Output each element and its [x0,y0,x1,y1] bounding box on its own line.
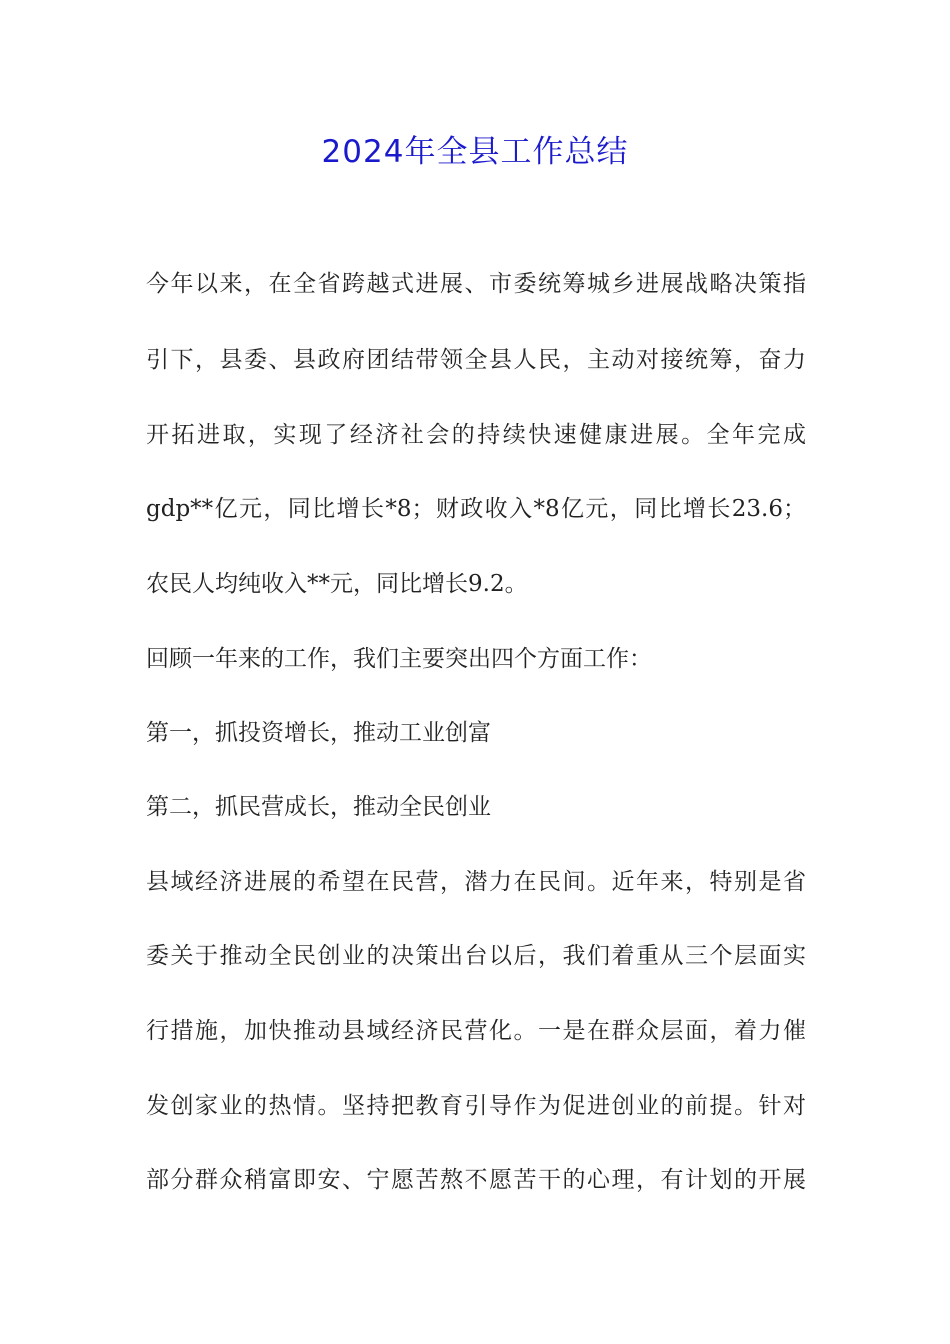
paragraph-line: 回顾一年来的工作，我们主要突出四个方面工作： [146,646,652,672]
paragraph-line: 发创家业的热情。坚持把教育引导作为促进创业的前提。针对 [146,1093,806,1119]
paragraph-line: 今年以来，在全省跨越式进展、市委统筹城乡进展战略决策指 [146,271,806,297]
paragraph-line: 县域经济进展的希望在民营，潜力在民间。近年来，特别是省 [146,869,806,895]
paragraph-line: 行措施，加快推动县域经济民营化。一是在群众层面，着力催 [146,1018,806,1044]
paragraph-line: 农民人均纯收入**元，同比增长9.2。 [146,571,528,597]
section-heading: 第一，抓投资增长，推动工业创富 [146,720,491,746]
paragraph-line: gdp**亿元，同比增长*8；财政收入*8亿元，同比增长23.6； [146,496,806,522]
paragraph-line: 开拓进取，实现了经济社会的持续快速健康进展。全年完成 [146,422,806,448]
paragraph-line: 委关于推动全民创业的决策出台以后，我们着重从三个层面实 [146,943,806,969]
paragraph-line: 部分群众稍富即安、宁愿苦熬不愿苦干的心理，有计划的开展 [146,1167,806,1193]
paragraph-line: 引下，县委、县政府团结带领全县人民，主动对接统筹，奋力 [146,347,806,373]
document-title: 2024年全县工作总结 [321,134,629,170]
section-heading: 第二，抓民营成长，推动全民创业 [146,794,491,820]
